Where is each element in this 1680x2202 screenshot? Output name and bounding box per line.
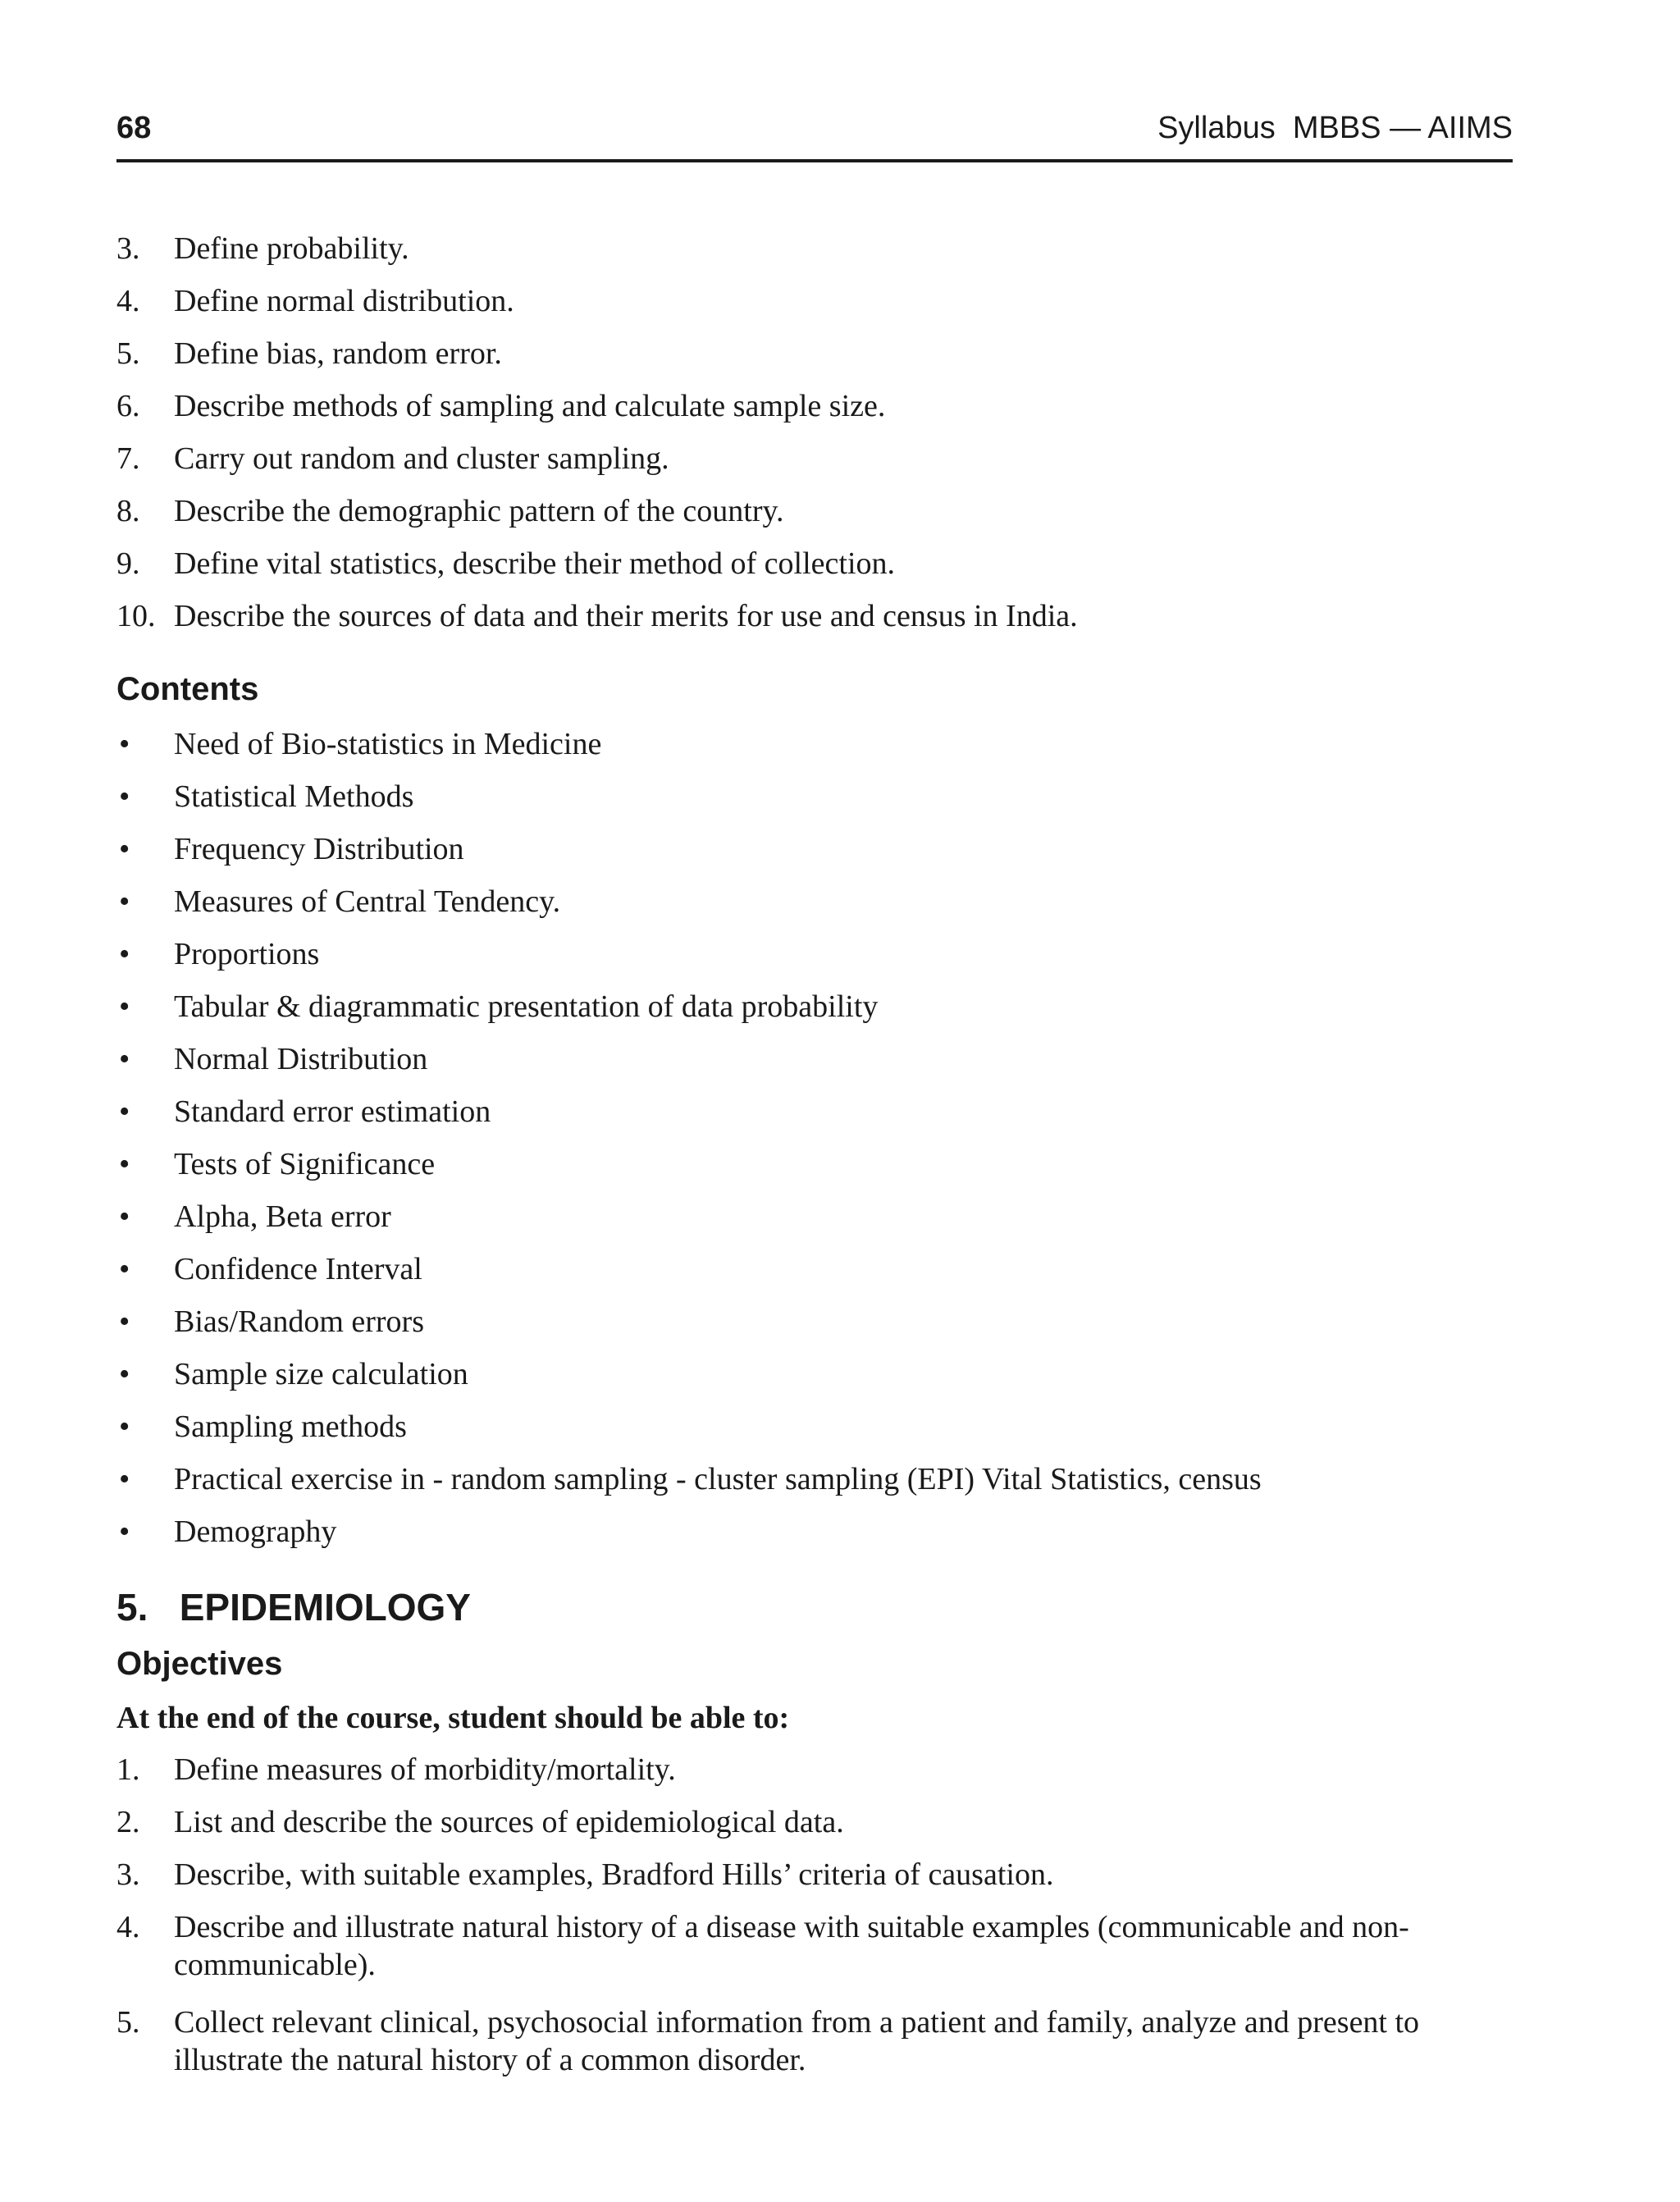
item-text: Collect relevant clinical, psychosocial information from a patient and family, analyze and present to illustrate the natural history of a common disorder. <box>174 2005 1420 2077</box>
list-item <box>116 778 1513 830</box>
bullet-marker: • <box>119 1357 130 1391</box>
item-number: 3. <box>116 1857 140 1892</box>
item-number: 8. <box>116 494 140 528</box>
item-text: Describe, with suitable examples, Bradford Hills’ criteria of causation. <box>174 1857 1054 1892</box>
item-text: Tabular & diagrammatic presentation of data probability <box>174 989 879 1024</box>
bullet-marker: • <box>119 832 130 866</box>
bullet-marker: • <box>119 1304 130 1339</box>
item-number: 10. <box>116 599 156 633</box>
list-item <box>116 597 1513 650</box>
bullet-marker: • <box>119 779 130 814</box>
item-number: 9. <box>116 546 140 581</box>
item-text: Confidence Interval <box>174 1252 422 1286</box>
objectives-lead-in: At the end of the course, student should be able to: <box>116 1701 790 1735</box>
item-text: Standard error estimation <box>174 1094 491 1129</box>
contents-heading: Contents <box>116 671 259 707</box>
contents-list <box>116 725 1513 1565</box>
list-item <box>116 1513 1513 1565</box>
item-text: Sample size calculation <box>174 1357 468 1391</box>
document-page <box>116 0 1513 2202</box>
item-text: Define vital statistics, describe their method of collection. <box>174 546 896 581</box>
bullet-marker: • <box>119 1199 130 1234</box>
list-item <box>116 335 1513 387</box>
bullet-marker: • <box>119 1042 130 1076</box>
list-item <box>116 492 1513 545</box>
section-heading: 5. EPIDEMIOLOGY <box>116 1586 471 1629</box>
list-item <box>116 1250 1513 1303</box>
item-text: Describe the sources of data and their merits for use and census in India. <box>174 599 1078 633</box>
list-item <box>116 1303 1513 1355</box>
bullet-marker: • <box>119 727 130 761</box>
item-text: Tests of Significance <box>174 1147 436 1181</box>
item-text: Demography <box>174 1514 337 1549</box>
item-text: Define normal distribution. <box>174 284 514 318</box>
list-item <box>116 282 1513 335</box>
bullet-marker: • <box>119 1514 130 1549</box>
list-item <box>116 1751 1513 1803</box>
list-item <box>116 1198 1513 1250</box>
item-number: 3. <box>116 231 140 266</box>
page-number: 68 <box>116 111 152 145</box>
bullet-marker: • <box>119 1409 130 1444</box>
item-text: Carry out random and cluster sampling. <box>174 441 669 476</box>
list-item <box>116 1908 1513 2003</box>
item-text: Define probability. <box>174 231 409 266</box>
bullet-marker: • <box>119 884 130 919</box>
list-item <box>116 883 1513 935</box>
item-text: Define bias, random error. <box>174 336 502 371</box>
item-text: Define measures of morbidity/mortality. <box>174 1752 676 1787</box>
list-item <box>116 1145 1513 1198</box>
page-header <box>116 108 1513 162</box>
list-item <box>116 2003 1513 2099</box>
item-text: List and describe the sources of epidemiological data. <box>174 1805 844 1839</box>
bullet-marker: • <box>119 1094 130 1129</box>
list-item <box>116 1803 1513 1856</box>
bullet-marker: • <box>119 1147 130 1181</box>
list-item <box>116 1856 1513 1908</box>
item-text: Describe and illustrate natural history of a disease with suitable examples (communicable and non-communicable). <box>174 1910 1409 1982</box>
list-item <box>116 1408 1513 1460</box>
list-item <box>116 1040 1513 1093</box>
bullet-marker: • <box>119 989 130 1024</box>
item-number: 4. <box>116 1910 140 1944</box>
item-number: 1. <box>116 1752 140 1787</box>
item-number: 2. <box>116 1805 140 1839</box>
list-item <box>116 830 1513 883</box>
item-number: 7. <box>116 441 140 476</box>
list-item <box>116 935 1513 988</box>
item-text: Describe the demographic pattern of the country. <box>174 494 784 528</box>
list-item <box>116 440 1513 492</box>
bullet-marker: • <box>119 1252 130 1286</box>
item-text: Alpha, Beta error <box>174 1199 391 1234</box>
item-text: Sampling methods <box>174 1409 407 1444</box>
item-text: Bias/Random errors <box>174 1304 425 1339</box>
item-text: Need of Bio-statistics in Medicine <box>174 727 602 761</box>
list-item <box>116 725 1513 778</box>
list-item <box>116 988 1513 1040</box>
list-item <box>116 1355 1513 1408</box>
item-text: Practical exercise in - random sampling - cluster sampling (EPI) Vital Statistics, census <box>174 1462 1262 1496</box>
objectives-heading: Objectives <box>116 1646 283 1682</box>
item-text: Statistical Methods <box>174 779 414 814</box>
item-text: Measures of Central Tendency. <box>174 884 561 919</box>
list-item <box>116 1093 1513 1145</box>
epidemiology-objectives-list <box>116 1751 1513 2099</box>
list-item <box>116 230 1513 282</box>
list-item <box>116 387 1513 440</box>
bullet-marker: • <box>119 937 130 971</box>
item-number: 5. <box>116 2005 140 2040</box>
bullet-marker: • <box>119 1462 130 1496</box>
running-title: Syllabus MBBS — AIIMS <box>1157 111 1513 145</box>
item-text: Normal Distribution <box>174 1042 428 1076</box>
item-text: Describe methods of sampling and calculate sample size. <box>174 389 886 423</box>
item-text: Frequency Distribution <box>174 832 464 866</box>
list-item <box>116 1460 1513 1513</box>
item-number: 6. <box>116 389 140 423</box>
list-item <box>116 545 1513 597</box>
objectives-continued-list <box>116 230 1513 650</box>
item-number: 5. <box>116 336 140 371</box>
item-text: Proportions <box>174 937 320 971</box>
item-number: 4. <box>116 284 140 318</box>
